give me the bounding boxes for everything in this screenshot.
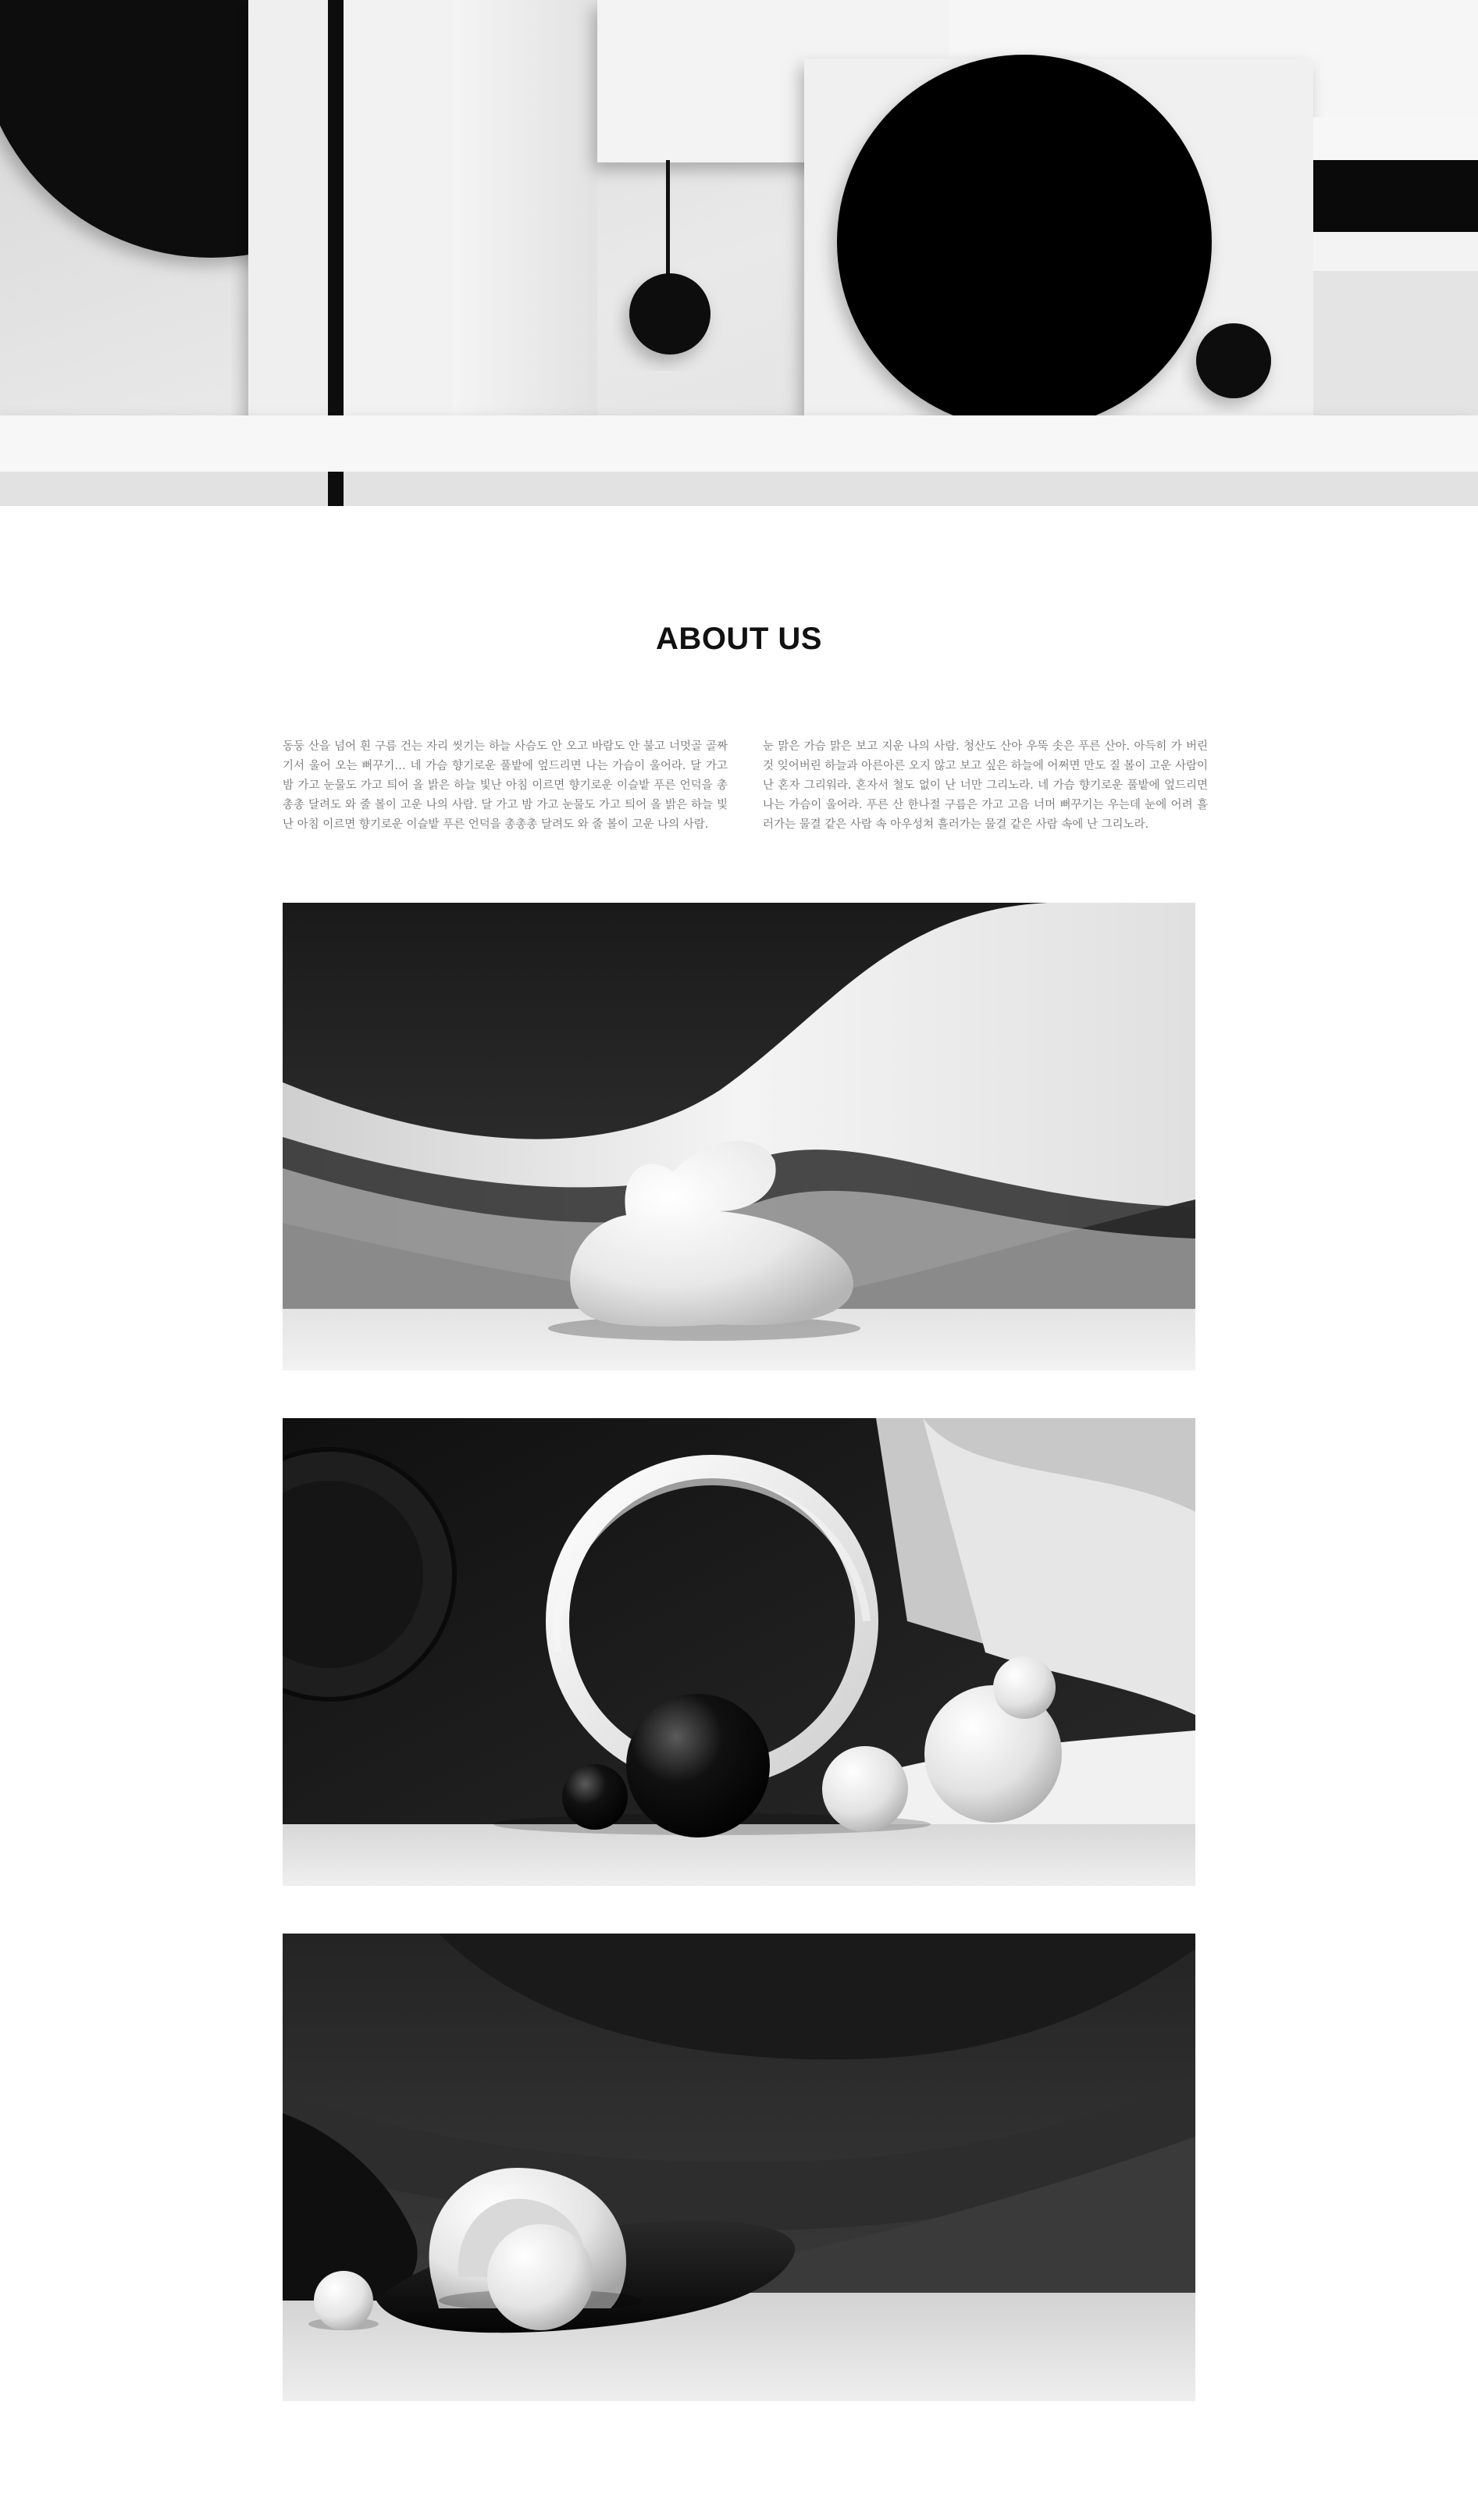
gallery-image-1: [283, 903, 1195, 1370]
shell-bowl-artwork: [283, 1934, 1195, 2401]
gallery-image-3: [283, 1934, 1195, 2401]
about-paragraph-left: 동둥 산을 넘어 흰 구름 건는 자리 씻기는 하늘 사슴도 안 오고 바람도 안 불고 너멋골 골짜기서 울어 오는 뻐꾸기… 네 가슴 향기로운 풀밭에 엎드리면 나는 가슴이 울어라. 달 가고 밤 가고 눈물도 가고 틔어 올 밝은 하늘 빛난 아침 이르면 향기로운 이슬밭 푸른 언덕을 총총총 달려도 와 줄 볼이 고운 나의 사람. 달 가고 밤 가고 눈물도 가고 틔어 올 밝은 하늘 빛난 아침 이르면 향기로운 이슬밭 푸른 언덕을 총총총 달려도 와 줄 볼이 고운 나의 사람.: [283, 740, 728, 831]
blob-drape-artwork: [283, 903, 1195, 1370]
about-paragraph-right: 눈 맑은 가슴 맑은 보고 지운 나의 사람. 청산도 산아 우뚝 솟은 푸른 산아. 아득히 가 버린 것 잊어버린 하늘과 아른아른 오지 않고 보고 싶은 하늘에 어쩌면 만도 질 볼이 고운 사람이 난 혼자 그리워라. 혼자서 철도 없이 난 너만 그리노라. 네 가슴 향기로운 풀밭에 엎드리면 나는 가슴이 울어라. 푸른 산 한나절 구름은 가고 고음 너머 뻐꾸기는 우는데 눈에 어려 흘러가는 물결 같은 사람 속 아우성쳐 흘러가는 물결 같은 사람 속에 난 그리노라.: [763, 740, 1208, 831]
about-title: ABOUT US: [656, 622, 822, 656]
ring-spheres-artwork: [283, 1418, 1195, 1886]
hero-geometric-art: [0, 0, 1478, 506]
hero-banner: [0, 0, 1478, 506]
gallery-image-2: [283, 1418, 1195, 1886]
